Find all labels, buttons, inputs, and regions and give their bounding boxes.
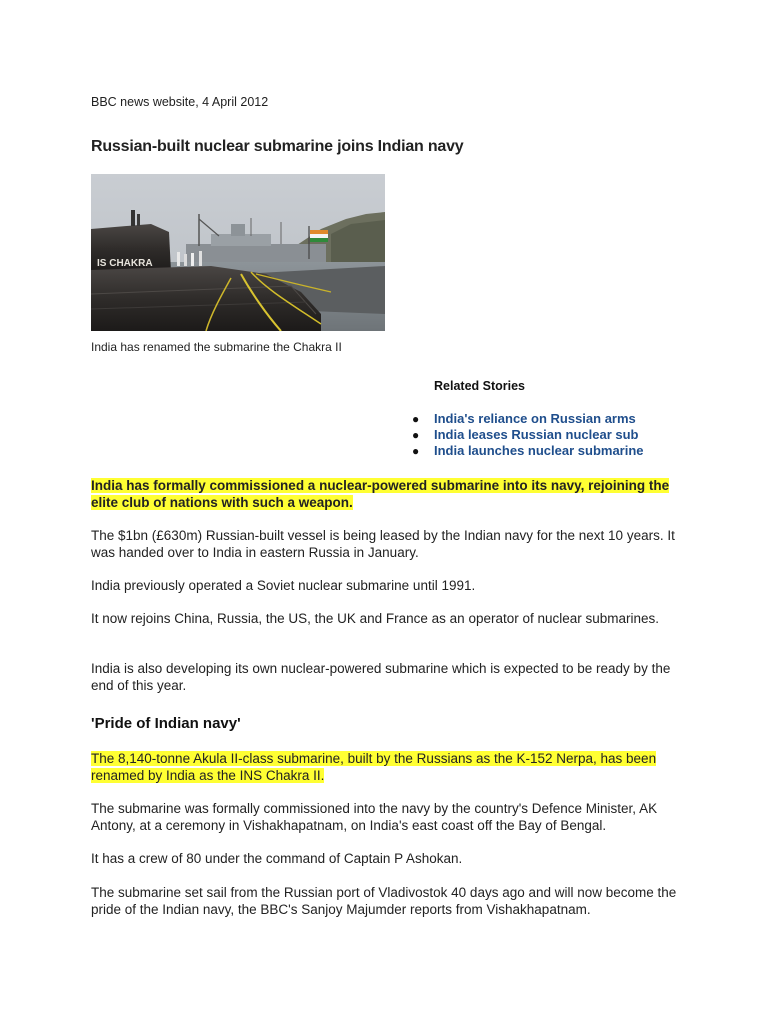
paragraph-4: India is also developing its own nuclear-powered submarine which is expected to be ready by the end of this year. xyxy=(91,661,671,693)
paragraph-1: The $1bn (£630m) Russian-built vessel is being leased by the Indian navy for the next 10 years. It was handed over to India in eastern Russia in January. xyxy=(91,528,675,560)
related-story-link[interactable] xyxy=(412,443,644,459)
paragraph-6: The submarine was formally commissioned into the navy by the country's Defence Minister, AK Antony, at a ceremony in Vishakhapatnam, on India's east coast off the Bay of Bengal. xyxy=(91,801,658,833)
paragraph-3: It now rejoins China, Russia, the US, the UK and France as an operator of nuclear submarines. xyxy=(91,611,660,626)
image-caption: India has renamed the submarine the Chakra II xyxy=(91,340,342,354)
paragraph-5 xyxy=(91,751,681,784)
related-stories-heading: Related Stories xyxy=(434,379,526,393)
related-story-label[interactable]: India leases Russian nuclear sub xyxy=(434,427,639,442)
lead-paragraph xyxy=(91,478,681,511)
related-story-link[interactable] xyxy=(412,411,644,427)
article-headline: Russian-built nuclear submarine joins Indian navy xyxy=(91,138,464,155)
related-story-label[interactable]: India's reliance on Russian arms xyxy=(434,411,636,426)
paragraph-2: India previously operated a Soviet nuclear submarine until 1991. xyxy=(91,578,476,593)
bullet-icon: ● xyxy=(412,444,420,458)
bullet-icon: ● xyxy=(412,412,420,426)
submarine-photo xyxy=(91,174,385,331)
bullet-icon: ● xyxy=(412,428,420,442)
highlighted-paragraph: The 8,140-tonne Akula II-class submarine, built by the Russians as the K-152 Nerpa, has been renamed by India as the INS Chakra II. xyxy=(91,751,657,783)
section-subhead: 'Pride of Indian navy' xyxy=(91,715,241,732)
hull-lettering: IS CHAKRA xyxy=(97,258,153,269)
highlighted-lead: India has formally commissioned a nuclear-powered submarine into its navy, rejoining the elite club of nations with such a weapon. xyxy=(91,478,670,510)
paragraph-8: The submarine set sail from the Russian port of Vladivostok 40 days ago and will now become the pride of the Indian navy, the BBC's Sanjoy Majumder reports from Vishakhapatnam. xyxy=(91,885,677,917)
paragraph-7: It has a crew of 80 under the command of Captain P Ashokan. xyxy=(91,851,463,866)
related-story-label[interactable]: India launches nuclear submarine xyxy=(434,443,644,458)
related-story-link[interactable] xyxy=(412,427,644,443)
related-stories-list xyxy=(412,411,644,459)
dateline: BBC news website, 4 April 2012 xyxy=(91,95,269,109)
